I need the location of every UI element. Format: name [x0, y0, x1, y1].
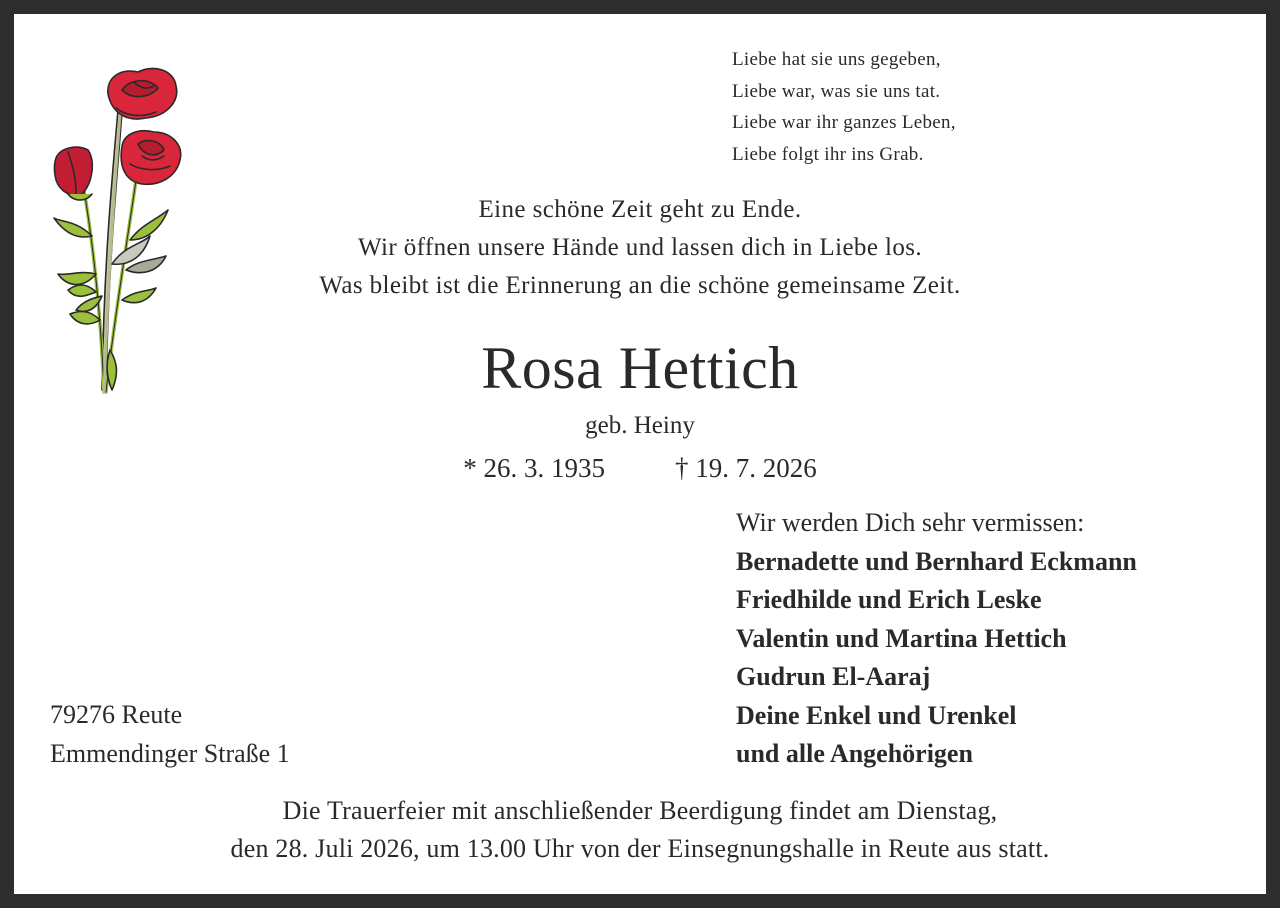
- death-date: † 19. 7. 2026: [675, 453, 817, 483]
- poem-line: Liebe war, was sie uns tat.: [732, 80, 941, 102]
- poem: [732, 44, 956, 170]
- birth-date: * 26. 3. 1935: [463, 453, 605, 483]
- deceased-name: Rosa Hettich: [481, 335, 799, 401]
- poem-line: Liebe hat sie uns gegeben,: [732, 49, 941, 70]
- birth-name: geb. Heiny: [585, 412, 695, 439]
- funeral-notice: [14, 792, 1266, 868]
- verse-line: Was bleibt ist die Erinnerung an die schöne gemeinsame Zeit.: [319, 272, 961, 299]
- family-member: Deine Enkel und Urenkel: [736, 700, 1017, 730]
- address-city: 79276 Reute: [50, 700, 183, 729]
- family-member: Friedhilde und Erich Leske: [736, 585, 1042, 614]
- verse-line: Wir öffnen unsere Hände und lassen dich in Liebe los.: [357, 234, 923, 261]
- poem-line: Liebe war ihr ganzes Leben,: [732, 112, 956, 133]
- address-street: Emmendinger Straße 1: [50, 738, 290, 768]
- poem-line: Liebe folgt ihr ins Grab.: [732, 143, 924, 165]
- family-member: Bernadette und Bernhard Eckmann: [736, 546, 1137, 576]
- funeral-line: Die Trauerfeier mit anschließender Beerdigung findet am Dienstag,: [282, 796, 998, 825]
- address: [50, 696, 290, 773]
- family-list: [736, 504, 1137, 774]
- verse-line: Eine schöne Zeit geht zu Ende.: [478, 196, 802, 223]
- life-dates: [14, 450, 1266, 486]
- family-member: und alle Angehörigen: [736, 739, 973, 768]
- verse: [14, 191, 1266, 305]
- family-intro: Wir werden Dich sehr vermissen:: [736, 508, 1085, 537]
- family-member: Valentin und Martina Hettich: [736, 623, 1067, 653]
- funeral-line: den 28. Juli 2026, um 13.00 Uhr von der Einsegnungshalle in Reute aus statt.: [230, 834, 1050, 863]
- family-member: Gudrun El-Aaraj: [736, 662, 931, 691]
- obituary-card: [14, 14, 1266, 894]
